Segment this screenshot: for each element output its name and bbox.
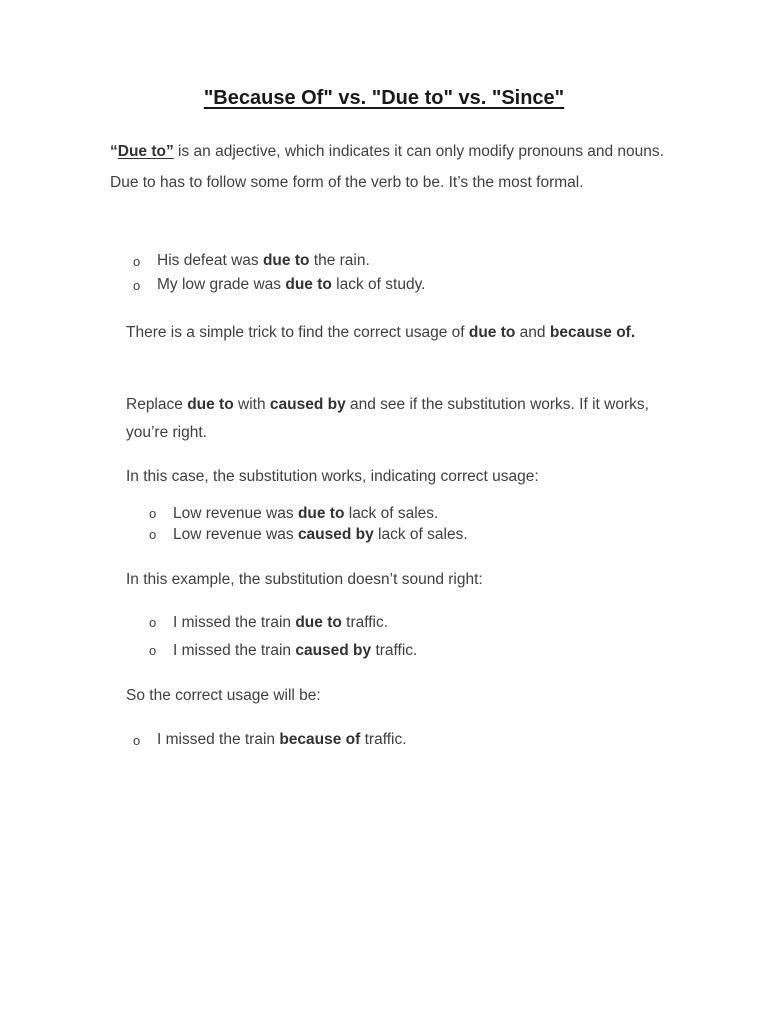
item-text: I missed the train (157, 731, 280, 748)
para-text: There is a simple trick to find the correct usage of (126, 324, 469, 341)
list-item (133, 275, 426, 299)
bullet-marker: o (133, 254, 141, 269)
list-item (133, 730, 407, 750)
para-text: Replace (126, 396, 188, 413)
bullet-marker: o (133, 278, 141, 293)
page-title-text: "Because Of" vs. "Due to" vs. "Since" (203, 87, 565, 109)
para-text: with (233, 396, 270, 413)
para-bold: due to (468, 324, 516, 341)
item-bold: due to (297, 505, 345, 522)
intro-text: is an adjective, which indicates it can only modify pronouns and nouns. Due to has to follow some form of the verb to be. It’s the most formal. (110, 143, 664, 191)
item-text: Low revenue was (173, 505, 298, 522)
bullet-marker: o (133, 733, 141, 748)
incorrect-case-paragraph: In this example, the substitution doesn’t sound right: (126, 571, 483, 588)
correct-case-paragraph: In this case, the substitution works, indicating correct usage: (126, 468, 539, 485)
intro-term-text: Due to” (117, 143, 174, 160)
item-text: lack of study. (331, 276, 426, 293)
intro-paragraph (110, 136, 670, 198)
list-item (149, 525, 468, 546)
trick-paragraph (126, 319, 656, 347)
item-text: I missed the train (173, 614, 296, 631)
item-text: I missed the train (173, 642, 296, 659)
bullet-marker: o (149, 527, 157, 542)
example-list-1 (133, 251, 426, 299)
replace-paragraph (126, 391, 656, 447)
item-text: lack of sales. (344, 505, 439, 522)
item-text: Low revenue was (173, 526, 298, 543)
bullet-marker: o (149, 506, 157, 521)
example-list-3 (149, 613, 418, 669)
item-bold: due to (262, 252, 310, 269)
intro-open-quote: “ (110, 143, 118, 160)
para-bold: caused by (269, 396, 346, 413)
list-item (149, 613, 417, 641)
para-bold: because of. (549, 324, 636, 341)
example-list-2 (149, 504, 468, 546)
item-text: traffic. (371, 642, 418, 659)
para-bold: due to (187, 396, 234, 413)
item-bold: due to (285, 276, 332, 293)
item-text: His defeat was (157, 252, 263, 269)
page-title (0, 87, 768, 110)
intro-term (118, 143, 174, 160)
list-item (133, 251, 425, 275)
list-item (149, 641, 418, 669)
bullet-marker: o (149, 615, 157, 630)
item-text: traffic. (341, 614, 389, 631)
bullet-marker: o (149, 643, 157, 658)
item-bold: caused by (297, 526, 374, 543)
para-text: and (515, 324, 550, 341)
item-text: the rain. (309, 252, 370, 269)
item-bold: due to (295, 614, 342, 631)
item-bold: caused by (295, 642, 372, 659)
conclusion-paragraph: So the correct usage will be: (126, 687, 321, 704)
item-text: My low grade was (157, 276, 286, 293)
list-item (149, 504, 468, 525)
item-bold: because of (279, 731, 361, 748)
example-list-4 (133, 730, 407, 750)
para-text: and see if the substitution works. If it works, you’re right. (126, 396, 649, 441)
item-text: traffic. (360, 731, 407, 748)
item-text: lack of sales. (373, 526, 468, 543)
